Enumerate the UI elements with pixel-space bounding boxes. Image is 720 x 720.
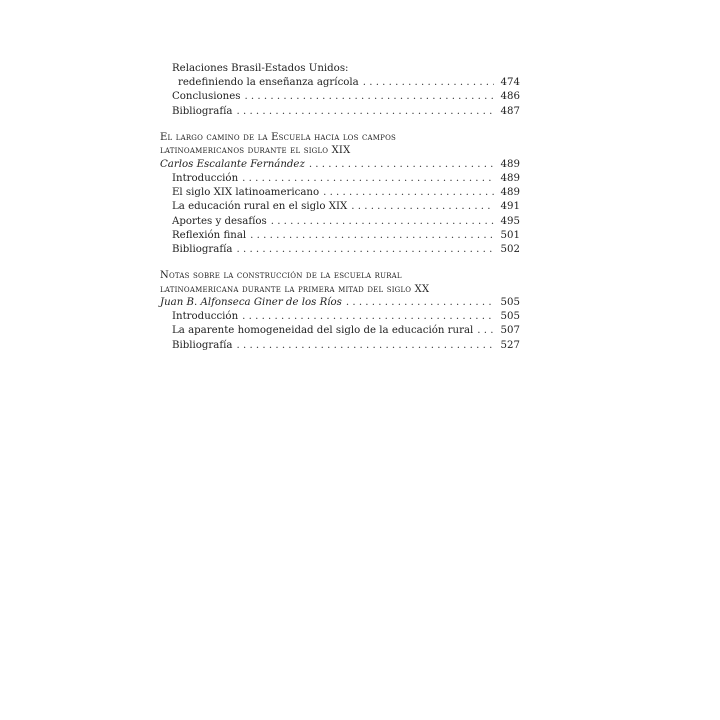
entry-title: Reflexión final (172, 229, 247, 241)
entry-title: Introducción (172, 311, 239, 323)
toc-entry (160, 324, 520, 338)
page-number: 489 (500, 172, 520, 184)
chapter-title-line: Notas sobre la construcción de la escuela rural (160, 270, 402, 282)
page-number: 507 (500, 325, 520, 337)
toc-entry (160, 339, 520, 353)
page-number: 505 (500, 297, 520, 309)
chapter-author (160, 296, 520, 310)
dot-leader (242, 172, 494, 186)
toc-entry (160, 76, 520, 90)
entry-title: Bibliografía (172, 105, 233, 117)
entry-title: Aportes y desafíos (172, 215, 267, 227)
page-number: 501 (500, 229, 520, 241)
entry-title: Bibliografía (172, 243, 233, 255)
page-number: 502 (500, 243, 520, 255)
toc-entry (160, 62, 520, 76)
author-name: Carlos Escalante Fernández (160, 158, 305, 170)
entry-title: Conclusiones (172, 91, 241, 103)
toc-entry (160, 215, 520, 229)
chapter-title-line: latinoamericana durante la primera mitad del siglo XX (160, 283, 430, 295)
toc-entry (160, 243, 520, 257)
page-number: 486 (500, 91, 520, 103)
dot-leader (477, 324, 494, 338)
dot-leader (309, 158, 494, 172)
page-number: 474 (500, 77, 520, 89)
entry-title: Introducción (172, 172, 239, 184)
entry-title: Bibliografía (172, 339, 233, 351)
dot-leader (363, 76, 494, 90)
entry-title: El siglo XIX latinoamericano (172, 187, 320, 199)
toc-entry (160, 310, 520, 324)
page-number: 495 (500, 215, 520, 227)
page-number: 489 (500, 158, 520, 170)
toc-entry (160, 172, 520, 186)
dot-leader (236, 339, 494, 353)
toc-entry (160, 105, 520, 119)
toc-entry (160, 229, 520, 243)
dot-leader (236, 243, 494, 257)
toc-section-escalante (160, 131, 520, 257)
entry-title: La aparente homogeneidad del siglo de la educación rural (172, 325, 474, 337)
dot-leader (250, 229, 494, 243)
toc-entry (160, 200, 520, 214)
table-of-contents (160, 62, 520, 365)
chapter-title-line: latinoamericanos durante el siglo XIX (160, 145, 351, 157)
chapter-author (160, 158, 520, 172)
page-number: 491 (500, 201, 520, 213)
chapter-title-line: El largo camino de la Escuela hacia los campos (160, 131, 397, 143)
toc-entry (160, 90, 520, 104)
toc-section-alfonseca (160, 269, 520, 353)
toc-entry (160, 186, 520, 200)
dot-leader (351, 200, 494, 214)
page-number: 487 (500, 105, 520, 117)
dot-leader (271, 215, 494, 229)
entry-title: redefiniendo la enseñanza agrícola (178, 77, 359, 89)
dot-leader (242, 310, 494, 324)
dot-leader (323, 186, 494, 200)
author-name: Juan B. Alfonseca Giner de los Ríos (160, 297, 342, 309)
entry-title: Relaciones Brasil-Estados Unidos: (172, 63, 349, 74)
page-number: 527 (500, 339, 520, 351)
dot-leader (244, 90, 494, 104)
toc-section-brasil (160, 62, 520, 119)
dot-leader (346, 296, 494, 310)
dot-leader (236, 105, 494, 119)
entry-title: La educación rural en el siglo XIX (172, 201, 348, 213)
page-number: 505 (500, 311, 520, 323)
page-number: 489 (500, 187, 520, 199)
